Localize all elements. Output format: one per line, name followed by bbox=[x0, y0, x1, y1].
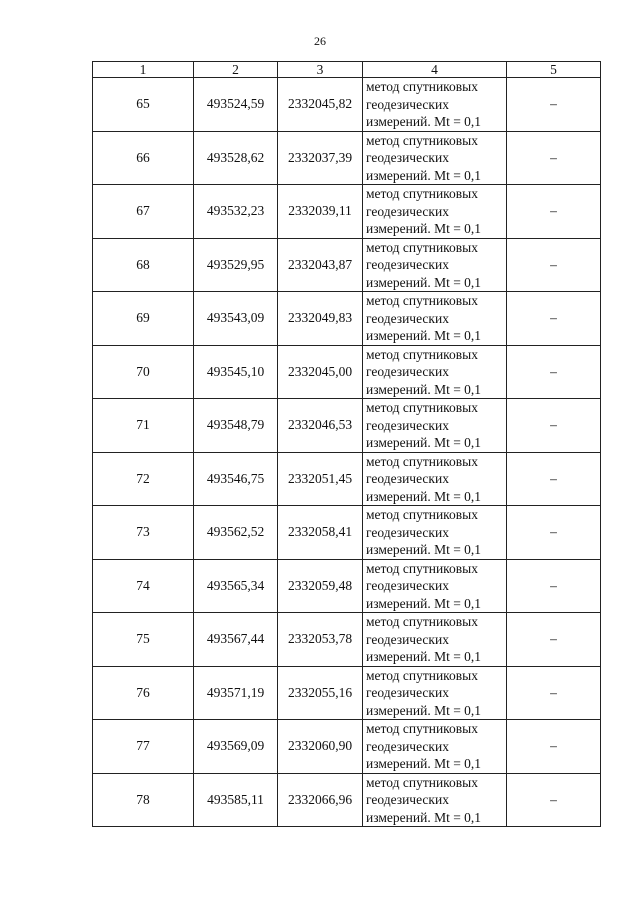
method-line: измерений. Mt = 0,1 bbox=[366, 649, 482, 664]
note-dash: – bbox=[507, 559, 601, 613]
table-row bbox=[93, 238, 601, 292]
note-dash: – bbox=[507, 292, 601, 346]
coordinate-y: 2332037,39 bbox=[278, 131, 363, 185]
note-dash: – bbox=[507, 506, 601, 560]
table-row bbox=[93, 131, 601, 185]
method-description bbox=[363, 720, 507, 774]
note-dash: – bbox=[507, 452, 601, 506]
coordinate-y: 2332051,45 bbox=[278, 452, 363, 506]
method-line: геодезических bbox=[366, 96, 449, 112]
point-number: 65 bbox=[93, 78, 194, 132]
method-line: метод спутниковых bbox=[366, 667, 478, 683]
table-row bbox=[93, 613, 601, 667]
note-dash: – bbox=[507, 78, 601, 132]
table-row bbox=[93, 506, 601, 560]
point-number: 68 bbox=[93, 238, 194, 292]
method-line: измерений. Mt = 0,1 bbox=[366, 542, 482, 557]
table-row bbox=[93, 185, 601, 239]
note-dash: – bbox=[507, 666, 601, 720]
note-dash: – bbox=[507, 399, 601, 453]
point-number: 75 bbox=[93, 613, 194, 667]
method-line: измерений. Mt = 0,1 bbox=[366, 702, 482, 718]
coordinate-y: 2332058,41 bbox=[278, 506, 363, 560]
method-line: метод спутниковых bbox=[366, 400, 478, 415]
coordinate-x: 493567,44 bbox=[194, 613, 278, 667]
coordinate-y: 2332043,87 bbox=[278, 238, 363, 292]
method-description bbox=[363, 452, 507, 506]
table-row bbox=[93, 720, 601, 774]
point-number: 70 bbox=[93, 345, 194, 399]
method-line: измерений. Mt = 0,1 bbox=[366, 488, 482, 504]
coordinate-x: 493528,62 bbox=[194, 131, 278, 185]
method-description bbox=[363, 238, 507, 292]
coordinate-y: 2332066,96 bbox=[278, 773, 363, 827]
method-line: геодезических bbox=[366, 524, 449, 540]
point-number: 66 bbox=[93, 131, 194, 185]
column-header-5: 5 bbox=[507, 62, 601, 78]
coordinate-x: 493585,11 bbox=[194, 773, 278, 827]
method-line: измерений. Mt = 0,1 bbox=[366, 595, 482, 611]
method-line: геодезических bbox=[366, 364, 449, 379]
coordinate-y: 2332059,48 bbox=[278, 559, 363, 613]
point-number: 73 bbox=[93, 506, 194, 560]
coordinate-x: 493545,10 bbox=[194, 345, 278, 399]
column-header-4: 4 bbox=[363, 62, 507, 78]
method-line: геодезических bbox=[366, 738, 449, 754]
table-row bbox=[93, 78, 601, 132]
method-line: измерений. Mt = 0,1 bbox=[366, 435, 482, 450]
coordinate-y: 2332055,16 bbox=[278, 666, 363, 720]
point-number: 76 bbox=[93, 666, 194, 720]
table-row bbox=[93, 292, 601, 346]
method-line: измерений. Mt = 0,1 bbox=[366, 381, 482, 397]
method-line: геодезических bbox=[366, 631, 449, 647]
point-number: 71 bbox=[93, 399, 194, 453]
coordinate-y: 2332049,83 bbox=[278, 292, 363, 346]
coordinate-x: 493571,19 bbox=[194, 666, 278, 720]
note-dash: – bbox=[507, 613, 601, 667]
note-dash: – bbox=[507, 238, 601, 292]
method-description bbox=[363, 613, 507, 667]
method-line: геодезических bbox=[366, 257, 449, 272]
table-row bbox=[93, 559, 601, 613]
method-line: метод спутниковых bbox=[366, 721, 478, 736]
coordinates-table bbox=[92, 61, 601, 827]
coordinate-x: 493532,23 bbox=[194, 185, 278, 239]
coordinate-x: 493562,52 bbox=[194, 506, 278, 560]
method-line: метод спутниковых bbox=[366, 560, 478, 576]
method-description bbox=[363, 78, 507, 132]
method-line: измерений. Mt = 0,1 bbox=[366, 756, 482, 771]
method-line: метод спутниковых bbox=[366, 79, 478, 94]
note-dash: – bbox=[507, 773, 601, 827]
method-description bbox=[363, 773, 507, 827]
table-row bbox=[93, 773, 601, 827]
method-line: геодезических bbox=[366, 578, 449, 593]
method-line: метод спутниковых bbox=[366, 453, 478, 469]
method-line: геодезических bbox=[366, 310, 449, 326]
table-header-row bbox=[93, 62, 601, 78]
coordinate-x: 493548,79 bbox=[194, 399, 278, 453]
column-header-3: 3 bbox=[278, 62, 363, 78]
method-line: геодезических bbox=[366, 417, 449, 433]
column-header-2: 2 bbox=[194, 62, 278, 78]
method-line: геодезических bbox=[366, 203, 449, 219]
method-description bbox=[363, 666, 507, 720]
method-description bbox=[363, 345, 507, 399]
note-dash: – bbox=[507, 185, 601, 239]
method-description bbox=[363, 559, 507, 613]
coordinate-y: 2332039,11 bbox=[278, 185, 363, 239]
coordinate-x: 493529,95 bbox=[194, 238, 278, 292]
method-description bbox=[363, 131, 507, 185]
coordinate-x: 493546,75 bbox=[194, 452, 278, 506]
column-header-1: 1 bbox=[93, 62, 194, 78]
point-number: 72 bbox=[93, 452, 194, 506]
page-number: 26 bbox=[314, 34, 326, 48]
coordinate-x: 493524,59 bbox=[194, 78, 278, 132]
method-line: метод спутниковых bbox=[366, 614, 478, 629]
coordinate-y: 2332060,90 bbox=[278, 720, 363, 774]
method-line: измерений. Mt = 0,1 bbox=[366, 114, 482, 129]
method-line: геодезических bbox=[366, 150, 449, 165]
method-line: геодезических bbox=[366, 471, 449, 486]
table-row bbox=[93, 666, 601, 720]
point-number: 69 bbox=[93, 292, 194, 346]
method-line: измерений. Mt = 0,1 bbox=[366, 809, 482, 825]
method-line: измерений. Mt = 0,1 bbox=[366, 221, 482, 236]
method-line: геодезических bbox=[366, 792, 449, 807]
coordinate-y: 2332045,00 bbox=[278, 345, 363, 399]
method-line: измерений. Mt = 0,1 bbox=[366, 167, 482, 183]
method-line: метод спутниковых bbox=[366, 507, 478, 522]
method-description bbox=[363, 399, 507, 453]
coordinate-x: 493543,09 bbox=[194, 292, 278, 346]
method-line: метод спутниковых bbox=[366, 132, 478, 148]
point-number: 74 bbox=[93, 559, 194, 613]
method-description bbox=[363, 185, 507, 239]
method-line: геодезических bbox=[366, 685, 449, 700]
coordinate-y: 2332046,53 bbox=[278, 399, 363, 453]
point-number: 78 bbox=[93, 773, 194, 827]
coordinate-y: 2332045,82 bbox=[278, 78, 363, 132]
method-description bbox=[363, 506, 507, 560]
method-line: метод спутниковых bbox=[366, 774, 478, 790]
method-line: метод спутниковых bbox=[366, 186, 478, 201]
method-line: метод спутниковых bbox=[366, 346, 478, 362]
method-line: метод спутниковых bbox=[366, 293, 478, 308]
table-row bbox=[93, 399, 601, 453]
coordinate-x: 493565,34 bbox=[194, 559, 278, 613]
coordinate-x: 493569,09 bbox=[194, 720, 278, 774]
note-dash: – bbox=[507, 720, 601, 774]
coordinate-y: 2332053,78 bbox=[278, 613, 363, 667]
note-dash: – bbox=[507, 345, 601, 399]
table-row bbox=[93, 452, 601, 506]
method-line: измерений. Mt = 0,1 bbox=[366, 328, 482, 343]
table-body bbox=[93, 78, 601, 827]
method-line: измерений. Mt = 0,1 bbox=[366, 274, 482, 290]
table-row bbox=[93, 345, 601, 399]
method-description bbox=[363, 292, 507, 346]
point-number: 67 bbox=[93, 185, 194, 239]
method-line: метод спутниковых bbox=[366, 239, 478, 255]
point-number: 77 bbox=[93, 720, 194, 774]
note-dash: – bbox=[507, 131, 601, 185]
